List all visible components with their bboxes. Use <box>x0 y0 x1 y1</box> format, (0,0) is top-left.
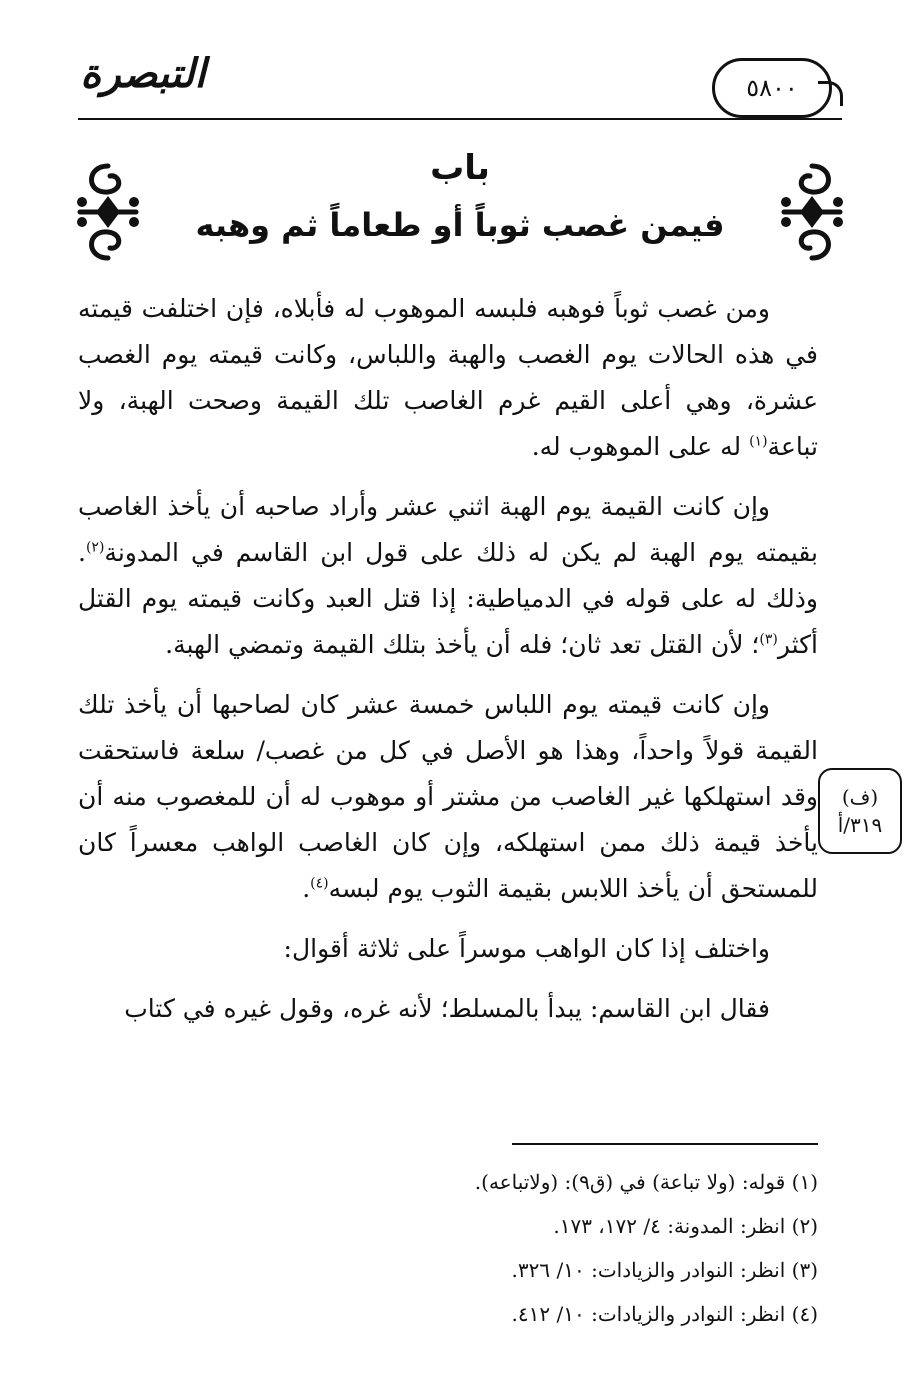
page-number-badge <box>712 58 832 118</box>
footnote-marker[interactable]: (٢) <box>85 539 105 556</box>
paragraph: فقال ابن القاسم: يبدأ بالمسلط؛ لأنه غره، وقول غيره في كتاب <box>124 994 770 1023</box>
manuscript-folio-note <box>818 768 902 854</box>
paragraph: واختلف إذا كان الواهب موسراً على ثلاثة أقوال: <box>283 934 770 963</box>
footnote-marker[interactable]: (٤) <box>310 875 329 892</box>
footnotes <box>98 1160 818 1336</box>
page-number: ٥٨٠٠ <box>746 74 798 102</box>
footnote: (٣) انظر: النوادر والزيادات: ١٠/ ٣٢٦. <box>511 1258 818 1282</box>
chapter-title: فيمن غصب ثوباً أو طعاماً ثم وهبه <box>195 206 725 244</box>
margin-note-line: (ف) <box>841 785 879 809</box>
margin-note-line: ٣١٩/أ <box>837 813 883 837</box>
footnote-divider <box>512 1143 818 1145</box>
paragraph: وإن كانت قيمته يوم اللباس خمسة عشر كان لصاحبها أن يأخذ تلك القيمة قولاً واحداً، وهذا هو الأصل في كل من غصب/ سلعة فاستحقت وقد استهلكها غير الغاصب من مشتر أو موهوب له أن للمغصوب منه أن يأخذ قيمة ذلك ممن استهلكه، وإن كان الغاصب الواهب معسراً كان للمستحق أن يأخذ اللابس بقيمة الثوب يوم لبسه$^{(٤)}$. <box>78 690 818 903</box>
chapter-label: باب <box>430 148 490 188</box>
paragraph: وإن كانت القيمة يوم الهبة اثني عشر وأراد صاحبه أن يأخذ الغاصب بقيمته يوم الهبة لم يكن له ذلك على قول ابن القاسم في المدونة$^{(٢)}$. وذلك له على قوله في الدمياطية: إذا قتل العبد وكانت قيمته يوم القتل أكثر$^{(٣)}$؛ لأن القتل تعد ثان؛ فله أن يأخذ بتلك القيمة وتمضي الهبة. <box>78 492 818 659</box>
footnote: (٤) انظر: النوادر والزيادات: ١٠/ ٤١٢. <box>511 1302 818 1326</box>
footnote-marker[interactable]: (١) <box>749 433 768 450</box>
footnote-marker[interactable]: (٣) <box>759 631 778 648</box>
main-text <box>78 286 818 1046</box>
running-title: التبصرة <box>80 50 206 97</box>
footnote: (٢) انظر: المدونة: ٤/ ١٧٢، ١٧٣. <box>553 1214 818 1238</box>
paragraph: ومن غصب ثوباً فوهبه فلبسه الموهوب له فأبلاه، فإن اختلفت قيمته في هذه الحالات يوم الغصب والهبة واللباس، وكانت قيمته يوم الغصب عشرة، وهي أعلى القيم غرم الغاصب تلك القيمة وصحت الهبة، ولا تباعة$^{(١)}$ له على الموهوب له. <box>78 294 818 461</box>
footnote: (١) قوله: (ولا تباعة) في (ق٩): (ولاتباعه). <box>474 1170 818 1194</box>
header-divider <box>78 118 842 120</box>
